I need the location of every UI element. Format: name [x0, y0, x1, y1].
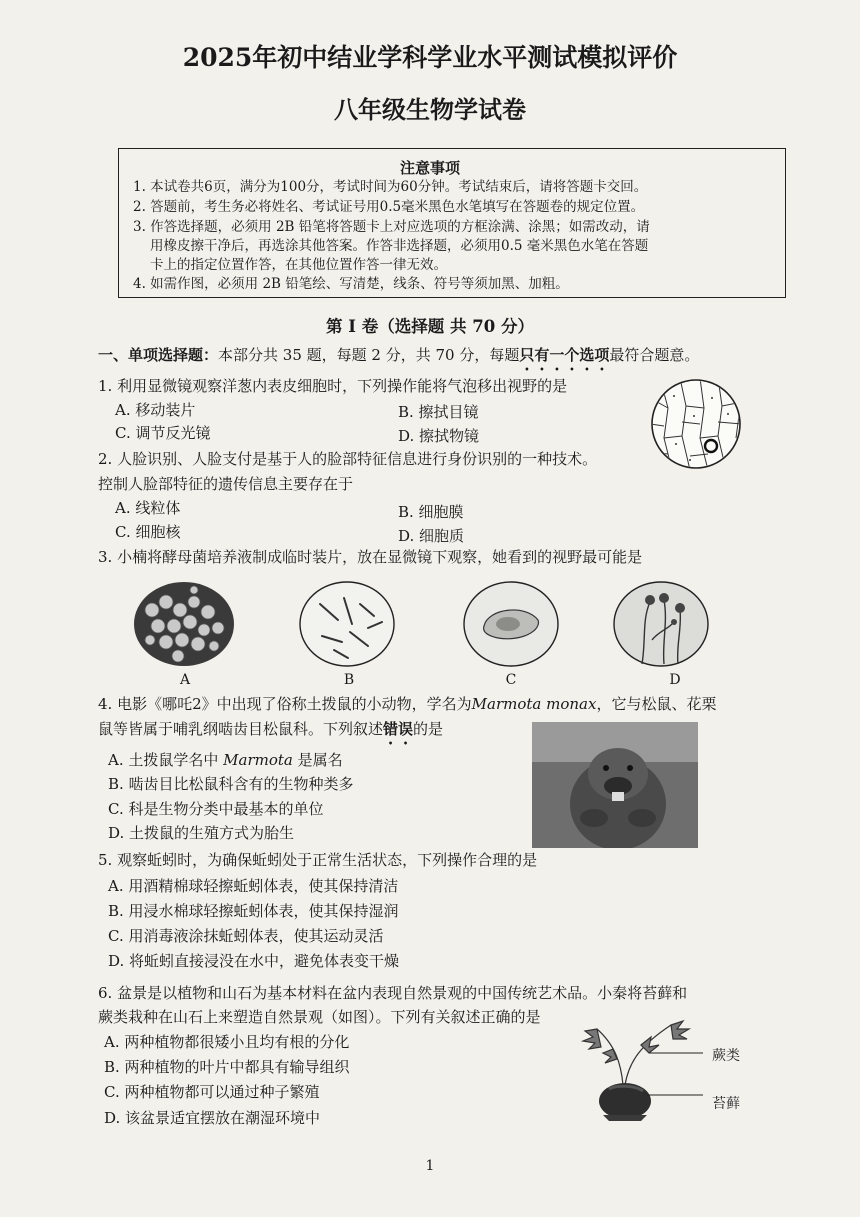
notice-line: 卡上的指定位置作答，在其他位置作答一律无效。 — [150, 257, 447, 273]
q4-stem-text: 的是 — [413, 720, 444, 738]
notice-line: 2. 答题前，考生务必将姓名、考试证号用0.5毫米黑色水笔填写在答题卷的规定位置。 — [133, 199, 645, 215]
notice-title: 注意事项 — [399, 159, 460, 177]
yeast-option-a-image — [132, 580, 236, 668]
q6-stem-line1: 6. 盆景是以植物和山石为基本材料在盆内表现自然景观的中国传统艺术品。小秦将苔藓和 — [98, 984, 688, 1002]
q1-option-b: B. 擦拭目镜 — [398, 403, 479, 421]
q4-emphasis: 错误 — [383, 720, 414, 738]
section-intro-suffix: 最符合题意。 — [609, 346, 700, 364]
q5-option-c: C. 用消毒液涂抹蚯蚓体表，使其运动灵活 — [108, 927, 384, 945]
section-intro-prefix: 一、单项选择题： — [98, 346, 219, 364]
q1-stem: 1. 利用显微镜观察洋葱内表皮细胞时，下列操作能将气泡移出视野的是 — [98, 377, 568, 395]
label-moss: 苔藓 — [712, 1096, 740, 1112]
q4-scientific-name: Marmota monax — [471, 695, 597, 713]
section-intro — [98, 345, 699, 374]
bonsai-figure — [575, 1015, 710, 1125]
exam-title: 2025年初中结业学科学业水平测试模拟评价 — [182, 43, 678, 72]
q5-option-b: B. 用浸水棉球轻擦蚯蚓体表，使其保持湿润 — [108, 902, 399, 920]
q2-option-a: A. 线粒体 — [115, 499, 181, 517]
q3-stem: 3. 小楠将酵母菌培养液制成临时装片，放在显微镜下观察，她看到的视野最可能是 — [98, 548, 643, 566]
q6-option-d: D. 该盆景适宜摆放在潮湿环境中 — [104, 1109, 321, 1127]
q2-option-b: B. 细胞膜 — [398, 503, 464, 521]
q1-option-c: C. 调节反光镜 — [115, 424, 211, 442]
q4-stem-line2 — [98, 719, 443, 748]
q5-option-a: A. 用酒精棉球轻擦蚯蚓体表，使其保持清洁 — [108, 877, 399, 895]
q4-stem-text: 鼠等皆属于哺乳纲啮齿目松鼠科。下列叙述 — [98, 720, 384, 738]
q2-option-d: D. 细胞质 — [398, 527, 465, 545]
notice-line: 4. 如需作图，必须用 2B 铅笔绘、写清楚，线条、符号等须加黑、加粗。 — [133, 276, 569, 292]
section-intro-body: 本部分共 35 题，每题 2 分，共 70 分，每题 — [218, 346, 520, 364]
q6-stem-line2: 蕨类栽种在山石上来塑造自然景观（如图）。下列有关叙述正确的是 — [98, 1008, 541, 1026]
q3-label-b: B — [343, 672, 355, 688]
q3-label-c: C — [505, 672, 517, 688]
q4-option-a-text: 是属名 — [292, 751, 343, 769]
notice-line: 用橡皮擦干净后，再选涂其他答案。作答非选择题，必须用0.5 毫米黑色水笔在答题 — [150, 238, 649, 254]
exam-subtitle: 八年级生物学试卷 — [334, 95, 526, 124]
q4-stem-text: 4. 电影《哪吒2》中出现了俗称土拨鼠的小动物，学名为 — [98, 695, 472, 713]
section-title: 第 Ⅰ 卷（选择题 共 70 分） — [326, 317, 534, 336]
q1-option-d: D. 擦拭物镜 — [398, 427, 480, 445]
section-intro-emphasis: 只有一个选项 — [519, 346, 610, 364]
q3-label-d: D — [669, 672, 681, 688]
q2-option-c: C. 细胞核 — [115, 523, 181, 541]
q4-stem-text: ，它与松鼠、花栗 — [596, 695, 717, 713]
q2-stem-line1: 2. 人脸识别、人脸支付是基于人的脸部特征信息进行身份识别的一种技术。 — [98, 450, 598, 468]
q4-genus-name: Marmota — [223, 751, 293, 769]
q4-option-b: B. 啮齿目比松鼠科含有的生物种类多 — [108, 775, 354, 793]
q1-option-a: A. 移动装片 — [115, 401, 196, 419]
q5-stem: 5. 观察蚯蚓时，为确保蚯蚓处于正常生活状态，下列操作合理的是 — [98, 851, 538, 869]
label-fern: 蕨类 — [712, 1048, 740, 1064]
q4-stem-line1 — [98, 694, 716, 714]
q6-option-a: A. 两种植物都很矮小且均有根的分化 — [104, 1033, 350, 1051]
q3-label-a: A — [179, 672, 191, 688]
option-c-image — [462, 580, 560, 668]
q2-stem-line2: 控制人脸部特征的遗传信息主要存在于 — [98, 475, 354, 493]
marmot-photo — [532, 722, 698, 848]
q4-option-c: C. 科是生物分类中最基本的单位 — [108, 800, 324, 818]
onion-cell-micrograph — [650, 378, 742, 470]
q6-option-b: B. 两种植物的叶片中都具有输导组织 — [104, 1058, 350, 1076]
option-d-image — [612, 580, 710, 668]
notice-line: 1. 本试卷共6页，满分为100分，考试时间为60分钟。考试结束后，请将答题卡交回。 — [133, 179, 648, 195]
option-b-image — [298, 580, 396, 668]
page-number: 1 — [425, 1158, 435, 1174]
q6-option-c: C. 两种植物都可以通过种子繁殖 — [104, 1083, 320, 1101]
notice-line: 3. 作答选择题，必须用 2B 铅笔将答题卡上对应选项的方框涂满、涂黑；如需改动，请 — [133, 219, 650, 235]
q4-option-a — [108, 750, 343, 770]
q4-option-a-text: A. 土拨鼠学名中 — [108, 751, 224, 769]
q4-option-d: D. 土拨鼠的生殖方式为胎生 — [108, 824, 295, 842]
q5-option-d: D. 将蚯蚓直接浸没在水中，避免体表变干燥 — [108, 952, 400, 970]
